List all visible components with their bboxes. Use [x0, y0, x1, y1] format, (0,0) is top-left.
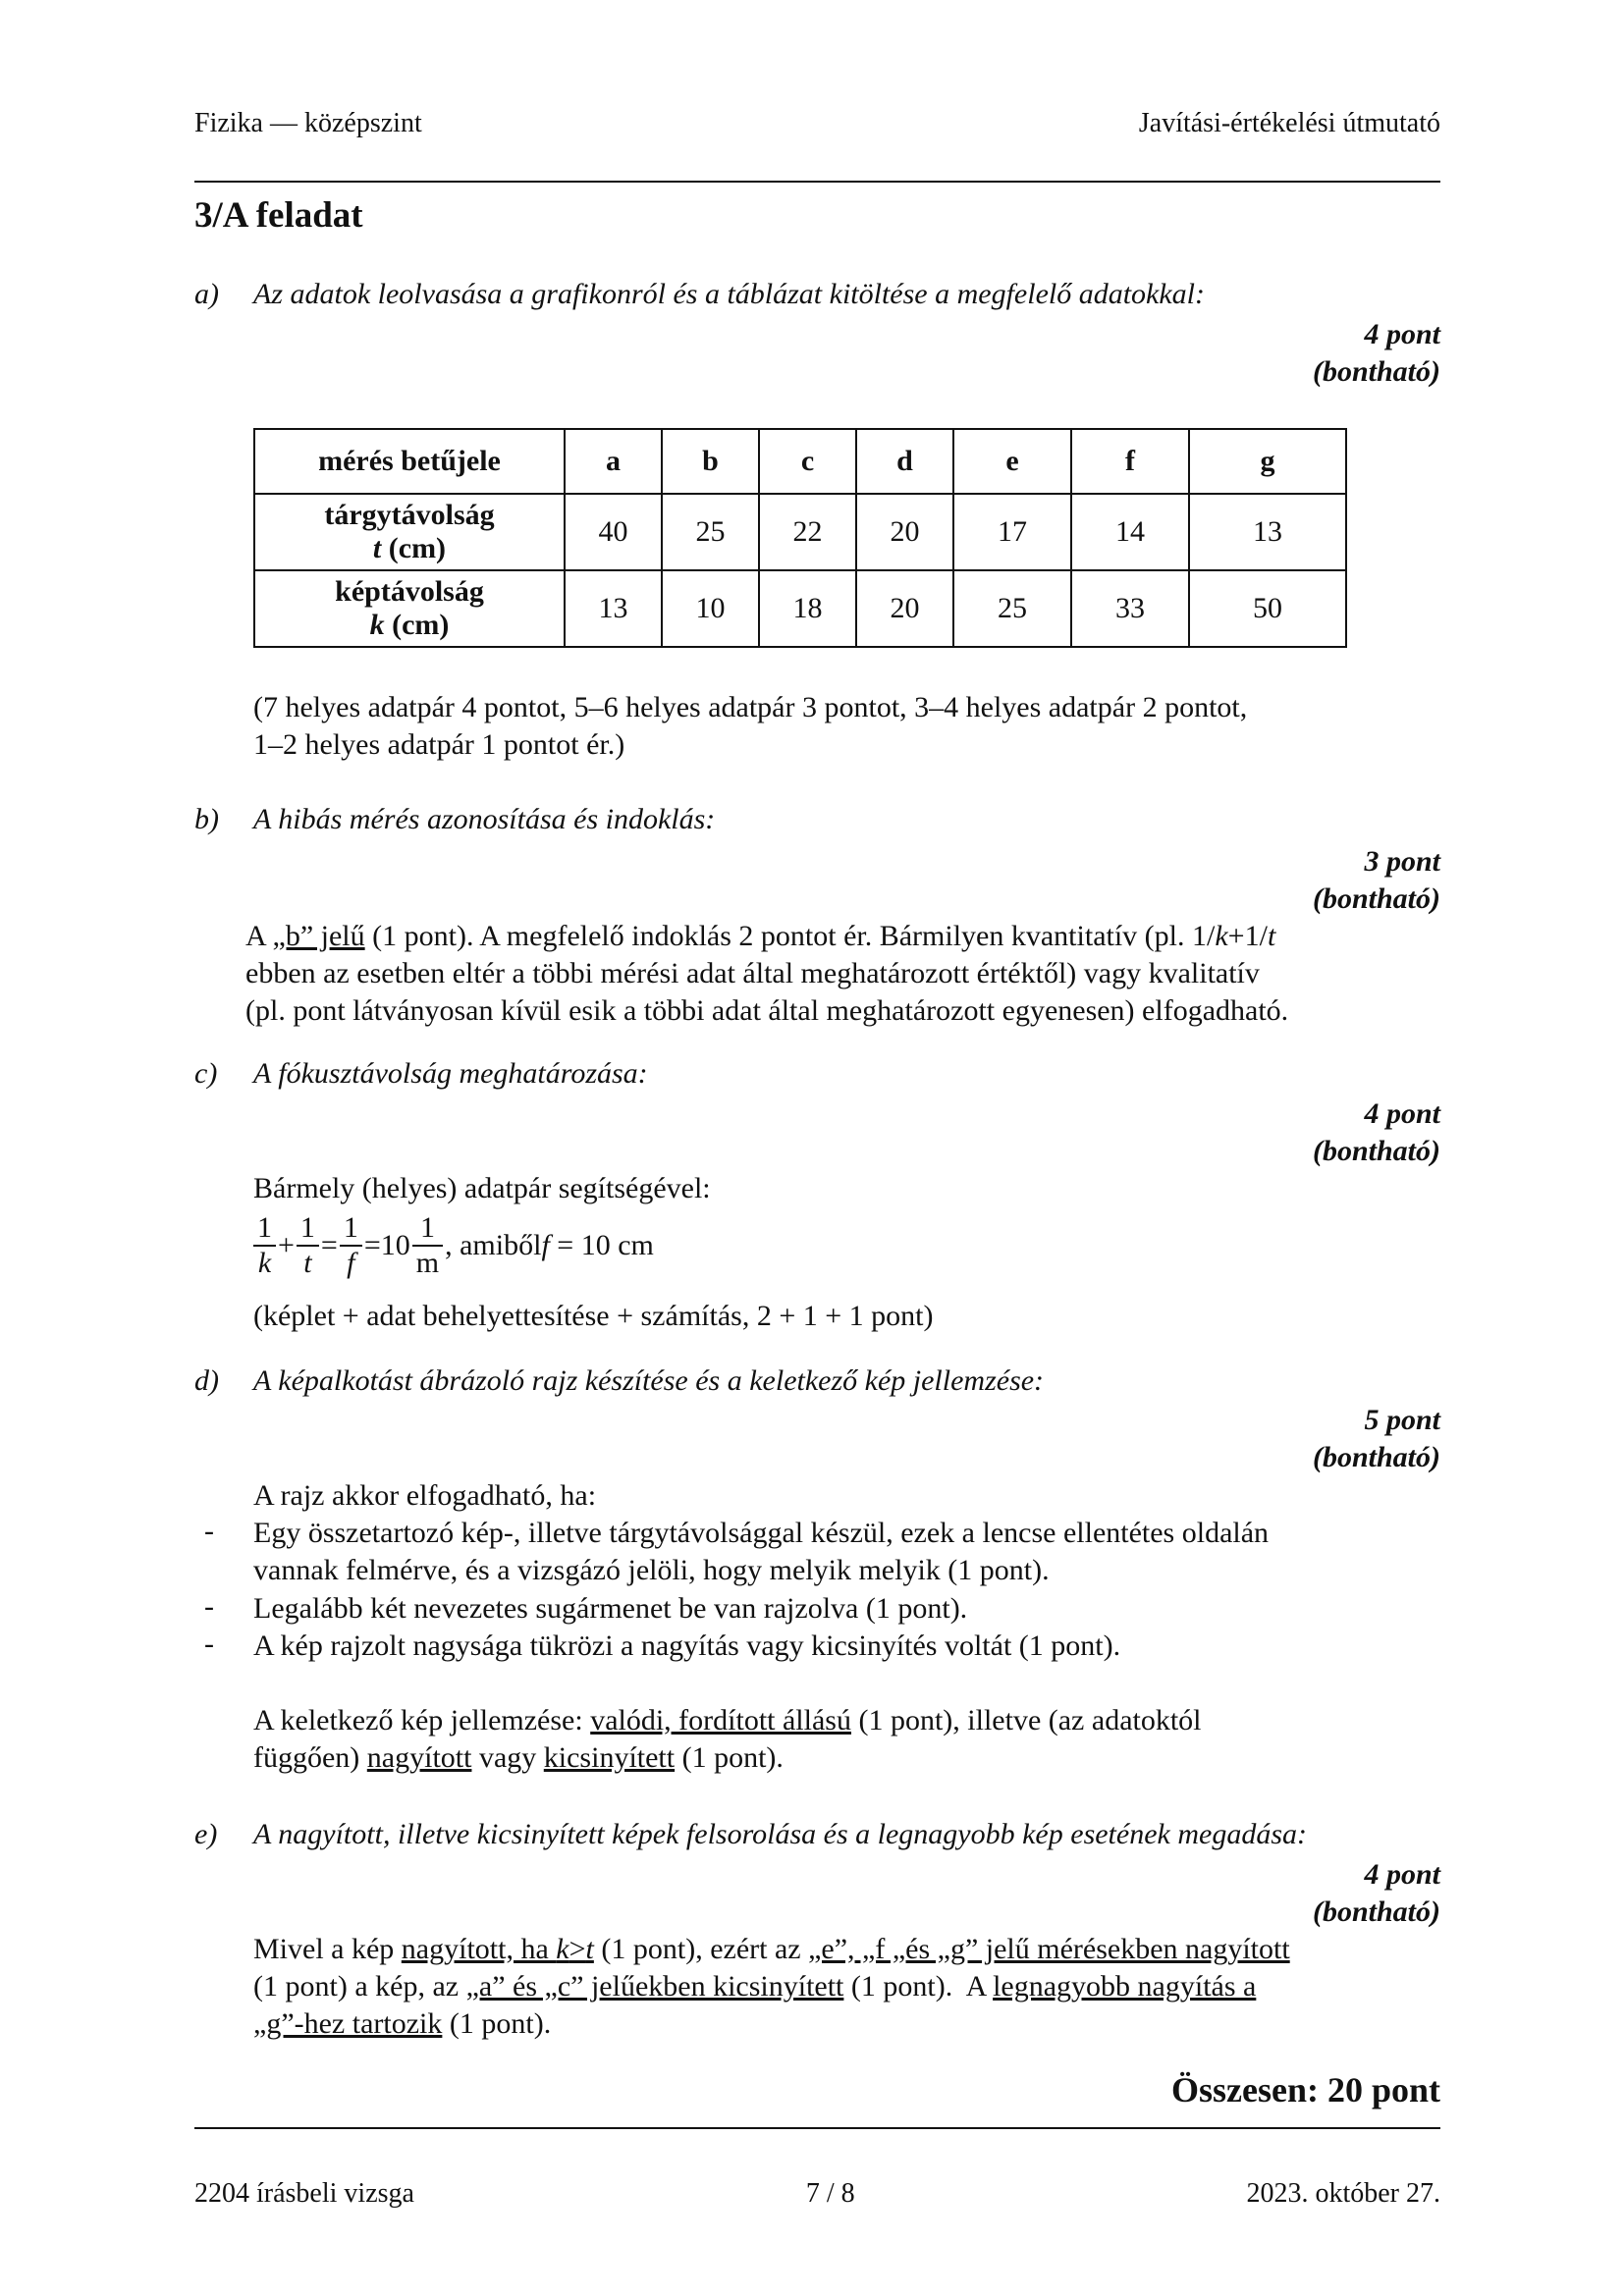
row-label-line [255, 532, 564, 565]
points-d [1313, 1402, 1440, 1476]
list-item [253, 1515, 1269, 1589]
row-label-var: t [372, 532, 382, 564]
underlined-answer: nagyított [366, 1741, 472, 1774]
question-b [194, 803, 715, 836]
total-score: Összesen: 20 pont [1170, 2070, 1440, 2109]
question-c [194, 1057, 648, 1091]
question-a-text: Az adatok leolvasása a grafikonról és a táblázat kitöltése a megfelelő adatokkal: [253, 278, 1206, 310]
table-header-cell: e [953, 429, 1071, 494]
table-header-cell: c [759, 429, 856, 494]
question-b-text: A hibás mérés azonosítása és indoklás: [253, 803, 716, 835]
list-item-line: Egy összetartozó kép-, illetve tárgytávolsággal készül, ezek a lencse ellentétes oldalán [253, 1517, 1270, 1549]
scoring-note-line: 1–2 helyes adatpár 1 pontot ér.) [253, 728, 625, 761]
footer-exam: 2204 írásbeli vizsga [194, 2178, 414, 2209]
underlined-answer: „g”-hez tartozik [253, 2007, 443, 2040]
footer-rule [194, 2127, 1440, 2129]
text-run: A keletkező kép jellemzése: [253, 1704, 591, 1736]
table-cell: 13 [1189, 494, 1346, 570]
list-item: A kép rajzolt nagysága tükrözi a nagyítás vagy kicsinyítés voltát (1 pont). [253, 1629, 1121, 1662]
text-run: (1 pont) a kép, az [253, 1970, 466, 2002]
answer-e-line [253, 1931, 1290, 1968]
table-cell: 25 [662, 494, 759, 570]
points-e-divisible: (bontható) [1312, 1896, 1440, 1928]
question-c-letter: c) [194, 1057, 218, 1090]
points-c [1313, 1095, 1440, 1170]
table-cell: 50 [1189, 570, 1346, 647]
page-header [194, 108, 1440, 139]
text-run: (1 pont). [442, 2007, 552, 2040]
table-cell: 20 [856, 494, 953, 570]
points-a-divisible: (bontható) [1312, 355, 1440, 388]
scoring-note-a [253, 689, 1247, 764]
var-t: t [1267, 920, 1276, 952]
answer-e-line [253, 1968, 1290, 2005]
table-cell: 14 [1071, 494, 1189, 570]
row-label-object-distance [254, 494, 565, 570]
text-run: +1/ [1227, 920, 1268, 952]
table-row-image-distance [254, 570, 1346, 647]
underlined-answer [402, 1933, 594, 1965]
table-header-cell: a [565, 429, 662, 494]
measurement-table [253, 428, 1347, 648]
answer-b [245, 918, 1288, 1030]
points-b-value: 3 pont [1364, 845, 1440, 878]
intro-d: A rajz akkor elfogadható, ha: [253, 1479, 597, 1512]
numerator: 1 [412, 1211, 443, 1247]
var-t: t [585, 1933, 594, 1965]
page-footer [194, 2178, 1440, 2210]
list-item-line: vannak felmérve, és a vizsgázó jelöli, hogy melyik melyik (1 pont). [253, 1554, 1050, 1586]
table-cell: 33 [1071, 570, 1189, 647]
header-subject: Fizika — középszint [194, 108, 422, 138]
question-d-text: A képalkotást ábrázoló rajz készítése és a keletkező kép jellemzése: [253, 1364, 1045, 1397]
text-run: > [568, 1933, 586, 1965]
fraction-1-over-m [412, 1211, 443, 1280]
table-header-row [254, 429, 1346, 494]
equals-ten: =10 [363, 1229, 410, 1261]
denominator: k [257, 1247, 272, 1279]
question-d [194, 1364, 1044, 1398]
table-cell: 20 [856, 570, 953, 647]
table-cell: 22 [759, 494, 856, 570]
points-a-value: 4 pont [1364, 318, 1440, 350]
question-b-letter: b) [194, 803, 219, 835]
list-dash: - [204, 1628, 214, 1660]
task-title: 3/A feladat [194, 195, 363, 236]
points-b [1313, 843, 1440, 918]
fraction-1-over-t [297, 1211, 319, 1280]
answer-b-line: ebben az esetben eltér a többi mérési adat által meghatározott értéktől) vagy kvalitatív [245, 957, 1260, 989]
underlined-answer: kicsinyített [543, 1741, 676, 1774]
list-dash: - [204, 1515, 214, 1547]
var-k: k [1215, 920, 1228, 952]
text-run: (1 pont). [675, 1741, 784, 1774]
text-run: Mivel a kép [253, 1933, 402, 1965]
text-run: (1 pont). A [843, 1970, 994, 2002]
image-characterization [253, 1702, 1202, 1777]
underlined-answer: valódi, fordított állású [590, 1704, 851, 1736]
text-run: vagy [471, 1741, 544, 1774]
answer-e [253, 1931, 1290, 2043]
fraction-1-over-k [253, 1211, 276, 1280]
table-cell: 13 [565, 570, 662, 647]
text-run: nagyított, ha [401, 1933, 557, 1965]
header-doc-type: Javítási-értékelési útmutató [1138, 108, 1440, 138]
points-e-value: 4 pont [1364, 1858, 1440, 1891]
characterization-line [253, 1739, 1202, 1777]
row-label-line [255, 609, 564, 642]
intro-c: Bármely (helyes) adatpár segítségével: [253, 1172, 711, 1204]
denominator: m [415, 1247, 440, 1279]
table-header-cell: g [1189, 429, 1346, 494]
scoring-note-c: (képlet + adat behelyettesítése + számítás, 2 + 1 + 1 pont) [253, 1300, 934, 1332]
fraction-1-over-f [340, 1211, 362, 1280]
list-item: Legalább két nevezetes sugármenet be van rajzolva (1 pont). [253, 1592, 968, 1625]
question-e [194, 1818, 1307, 1851]
equals-sign: = [320, 1229, 338, 1261]
table-header-cell: b [662, 429, 759, 494]
underlined-answer: legnagyobb nagyítás a [993, 1970, 1257, 2002]
table-row-object-distance [254, 494, 1346, 570]
row-label-line: tárgytávolság [324, 499, 495, 531]
points-d-value: 5 pont [1364, 1404, 1440, 1436]
var-k: k [556, 1933, 569, 1965]
question-e-letter: e) [194, 1818, 218, 1850]
points-d-divisible: (bontható) [1312, 1441, 1440, 1473]
table-cell: 18 [759, 570, 856, 647]
underlined-answer: „b” jelű [272, 920, 365, 952]
question-d-letter: d) [194, 1364, 219, 1397]
row-label-image-distance [254, 570, 565, 647]
text-run: = 10 cm [549, 1229, 654, 1261]
denominator: f [347, 1247, 355, 1279]
var-f: f [541, 1229, 550, 1261]
row-label-line: képtávolság [335, 575, 484, 608]
plus-sign: + [278, 1229, 295, 1261]
points-e [1313, 1856, 1440, 1931]
question-a-letter: a) [194, 278, 219, 310]
text-run: (1 pont), illetve (az adatoktól [850, 1704, 1202, 1736]
points-b-divisible: (bontható) [1312, 882, 1440, 915]
page-number: 7 / 8 [805, 2178, 855, 2209]
text-run: A [245, 920, 273, 952]
row-label-unit: (cm) [384, 609, 450, 641]
answer-b-line: (pl. pont látványosan kívül esik a többi adat által meghatározott egyenesen) elfogadható. [245, 994, 1289, 1027]
table-header-cell: d [856, 429, 953, 494]
table-header-cell: mérés betűjele [254, 429, 565, 494]
points-a [1313, 316, 1440, 391]
points-c-value: 4 pont [1364, 1097, 1440, 1130]
text-run: (1 pont). A megfelelő indoklás 2 pontot ér. Bármilyen kvantitatív (pl. 1/ [364, 920, 1216, 952]
points-c-divisible: (bontható) [1312, 1135, 1440, 1167]
numerator: 1 [253, 1211, 276, 1247]
question-e-text: A nagyított, illetve kicsinyített képek felsorolása és a legnagyobb kép esetének megadása: [253, 1818, 1307, 1850]
text-run: függően) [253, 1741, 367, 1774]
denominator: t [303, 1247, 312, 1279]
table-cell: 40 [565, 494, 662, 570]
row-label-unit: (cm) [381, 532, 447, 564]
question-a [194, 278, 1205, 311]
underlined-answer: „a” és „c” jelűekben kicsinyített [465, 1970, 844, 2002]
text-run: , amiből [445, 1229, 542, 1261]
answer-e-line [253, 2005, 1290, 2043]
table-cell: 17 [953, 494, 1071, 570]
text-run: (1 pont), ezért az [593, 1933, 809, 1965]
question-c-text: A fókusztávolság meghatározása: [253, 1057, 648, 1090]
numerator: 1 [340, 1211, 362, 1247]
lens-formula [251, 1211, 654, 1280]
answer-b-line [245, 918, 1288, 955]
header-rule [194, 181, 1440, 183]
underlined-answer: „e”, „f „és „g” jelű mérésekben nagyított [808, 1933, 1290, 1965]
scoring-note-line: (7 helyes adatpár 4 pontot, 5–6 helyes adatpár 3 pontot, 3–4 helyes adatpár 2 pontot, [253, 691, 1248, 723]
table-cell: 25 [953, 570, 1071, 647]
table-header-cell: f [1071, 429, 1189, 494]
characterization-line [253, 1702, 1202, 1739]
footer-date: 2023. október 27. [1246, 2178, 1440, 2209]
row-label-var: k [369, 609, 385, 641]
table-cell: 10 [662, 570, 759, 647]
list-dash: - [204, 1590, 214, 1623]
numerator: 1 [297, 1211, 319, 1247]
